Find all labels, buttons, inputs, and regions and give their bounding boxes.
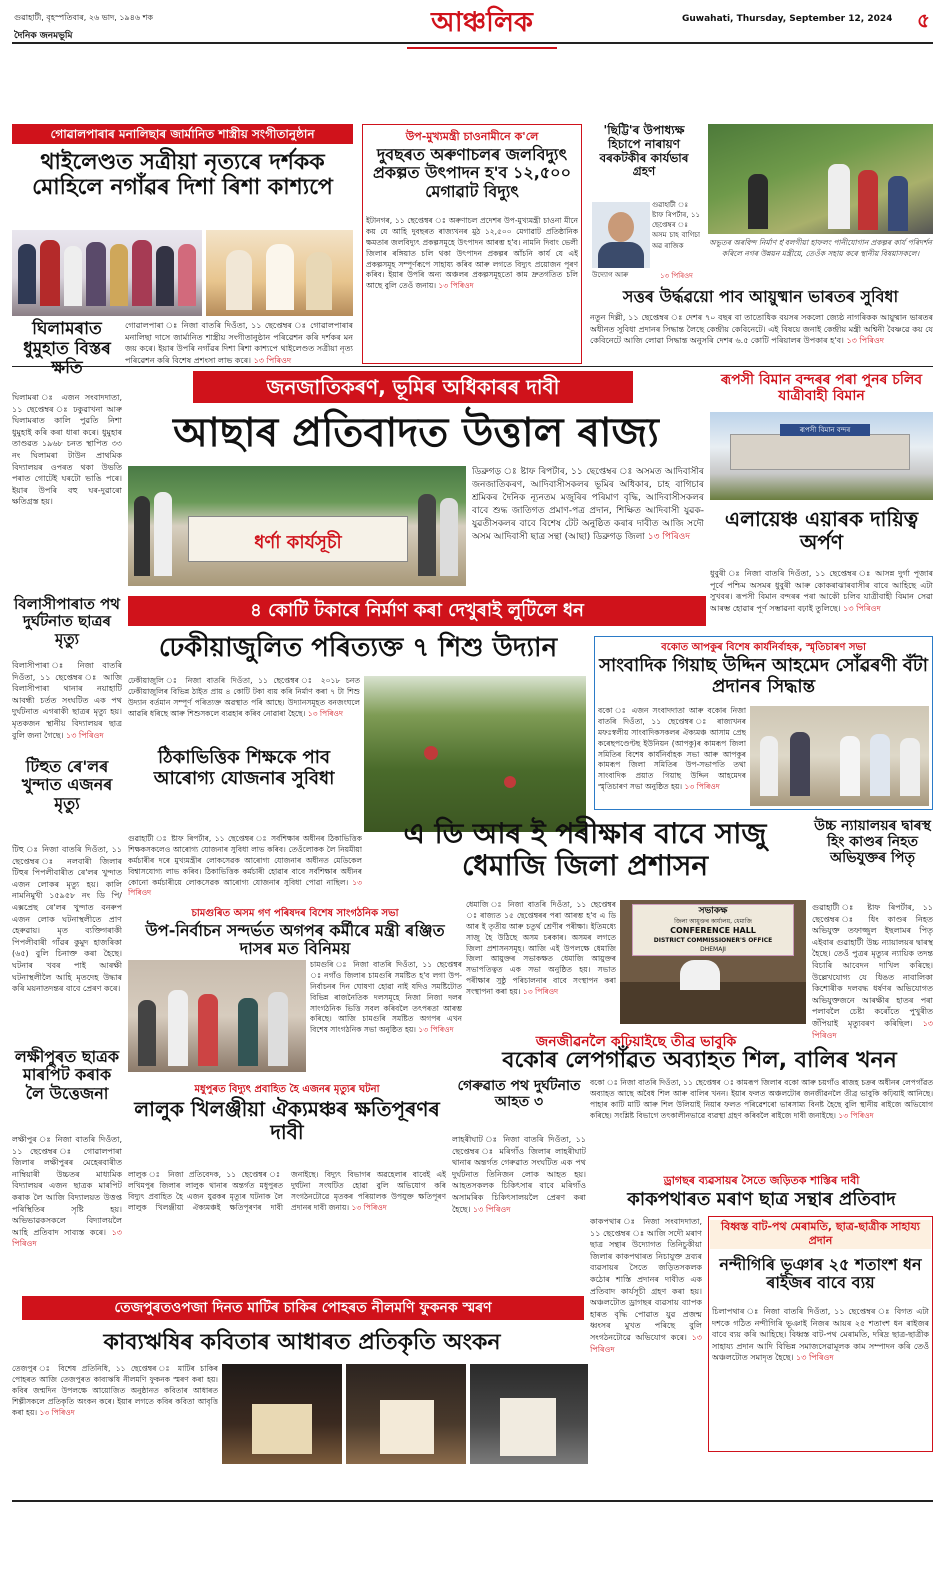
- story15-sign-line2: জিলা আয়ুক্তৰ কাৰ্যালয়, ধেমাজি: [674, 918, 752, 925]
- story24-kicker: তেজপুৰতওপজা দিনত মাটিৰ চাকিৰ পোহৰত নীলমণি ফুকনক স্মৰণ: [22, 1296, 584, 1320]
- story3-portrait: [592, 202, 650, 268]
- story1-photo-award: [12, 230, 202, 316]
- story22-kicker: ড্ৰাগছৰ ব্যৱসায়ৰ সৈতে জড়িতক শাস্তিৰ দাবী: [663, 1174, 860, 1187]
- story6-body: ঘিলামৰা ঃ এজন সংবাদদাতা, ১১ ছেপ্তেম্বৰ ঃ ঢকুৱাখনা আৰু ঘিলামৰাত কালি পুৱতি নিশা ধুমুহাই কৰি কৰা ধাৰা কৰে। ধুমুহাৰ তাণ্ডৱত ১৯৬৮ চনত স্থাপিত ৩৩ নং ঘিলামৰা টাউন প্ৰাথমিক বিদ্যালয়ৰ ওপৰত থকা উভতি পৰাত গোটেই ঘৰটো ভাঙি পৰে। ইয়াৰ উপৰি বহু ঘৰ-দুৱাৰো ক্ষতিগ্ৰস্ত হয়।: [12, 393, 122, 507]
- story24-headline: কাব্যঋষিৰ কবিতাৰ আধাৰত প্ৰতিকৃতি অংকন: [103, 1330, 501, 1355]
- story19-kicker: জনজীৱনলৈ কঢ়িয়াইছে তীব্ৰ ভাবুকি: [535, 1034, 737, 1050]
- story15-continued: ১৩ পিৰিওদ: [522, 987, 559, 996]
- story17-continued: ১৩ পিৰিওদ: [418, 1025, 454, 1035]
- story24-photo-2: [346, 1364, 466, 1464]
- story2-kicker: উপ-মুখ্যমন্ত্ৰী চাওনামীনে ক'লে: [405, 130, 539, 143]
- story21-headline: গেৰুৱাত পথ দুৰ্ঘটনাত আহত ৩: [457, 1078, 581, 1111]
- story12-headline: সাংবাদিক গিয়াছ উদ্দিন আহমেদ সোঁৱৰণী বঁটা প্ৰদানৰ সিদ্ধান্ত: [599, 655, 928, 697]
- masthead-date-assamese: গুৱাহাটী, বৃহস্পতিবাৰ, ২৬ ভাদ, ১৯৪৬ শক: [14, 13, 154, 22]
- story9-continued: ১৩ পিৰিওদ: [843, 603, 881, 613]
- story3-body: গুৱাহাটী ঃ ষ্টাফ ৰিপৰ্টাৰ, ১১ ছেপ্তেম্বৰ ঃ অসম চাহ বাগিচা অৱ ৰাজিক: [652, 201, 700, 250]
- story10-body: বিলাসীপাৰা ঃ নিজা বাতৰি দিওঁতা, ১১ ছেপ্তেম্বৰ ঃ আজি বিলাসীপাৰা থানাৰ নয়াহাটি আবন্ধী চৰ্তত সংঘটিত এক পথ দুৰ্ঘটনাত এগৰাকী ছাত্ৰৰ মৃত্যু হয়। মৃতকজন স্থানীয় বিদ্যালয়ৰ ছাত্ৰ বুলি জনা গৈছে। ১৩ পিৰিওদ: [12, 661, 122, 740]
- story7-photo: [128, 466, 466, 586]
- page-bottom-rule: [12, 1500, 933, 1502]
- story20-headline: লালুক খিলঞ্জীয়া ঐক্যমঞ্চৰ ক্ষতিপূৰণৰ দাবী: [134, 1097, 440, 1144]
- story15-sign-line4: DISTRICT COMMISSIONER'S OFFICE: [653, 937, 773, 944]
- story17-body: চামগুৰি ঃ নিজা বাতৰি দিওঁতা, ১১ ছেপ্তেম্বৰ ঃ নগাঁও জিলাৰ চামগুৰি সমষ্টিত হ'ব লগা উপ-নিৰ্বাচনৰ দিন ঘোষণা হোৱা নাই যদিও সমষ্টিটোত বিভিন্ন ৰাজনৈতিক দলসমূহে নিজা নিজা দলৰ সাংগঠনিক ভিত্তি সবল কৰিবলৈ তৎপৰতা আৰম্ভ কৰিছে। আজি চামগুৰি সমষ্টিত অগপৰ এখন বিশেষ সাংগঠনিক সভা অনুষ্ঠিত হয়। ১৩ পিৰিওদ: [310, 960, 462, 1035]
- story1-headline: থাইলেণ্ডত সত্ৰীয়া নৃত্যৰে দৰ্শকক মোহিলে নগাঁৱৰ দিশা ৰিশা কাশ্যপে: [32, 150, 333, 201]
- masthead-rule: [12, 42, 933, 44]
- story19-continued: ১৩ পিৰিওদ: [838, 1110, 874, 1120]
- story1-continued: ১৩ পিৰিওদ: [253, 355, 292, 364]
- masthead-paper-name: দৈনিক জনমভূমি: [14, 31, 73, 41]
- story4-photo: [708, 124, 933, 234]
- story6-headline: ঘিলামৰাত ধুমুহাত বিস্তৰ ক্ষতি: [23, 319, 111, 379]
- story10-continued: ১৩ পিৰিওদ: [66, 730, 104, 740]
- story15-sign-line3: CONFERENCE HALL: [670, 926, 756, 935]
- story8-airport-sign: ৰূপসী বিমান বন্দৰ: [780, 424, 870, 436]
- story19-body: বকো ঃ নিজা বাতৰি দিওঁতা, ১১ ছেপ্তেম্বৰ ঃ কামৰূপ জিলাৰ বকো আৰু চয়গাঁও ৰাজহ চক্ৰৰ অধীনৰ লেপগাঁৱত অব্যাহত আছে অবৈধ শিল আৰু বালিৰ খনন। ইয়াৰ ফলত অঞ্চলটোৰ জনজীৱনলৈ তীব্ৰ ভাবুকি কঢ়িয়াই আনিছে। পাহাৰ কাটি মাটি আৰু শিল উলিয়াই নিয়াৰ ফলত পৰিৱেশৰো ভাৰসাম্য বিনষ্ট হৈছে বুলি স্থানীয় ৰাইজে অভিযোগ কৰিছে। সংশ্লিষ্ট বিভাগে তৎকালীনভাৱে ব্যৱস্থা গ্ৰহণ কৰিবলৈ ৰাইজে দাবী জনাইছে। ১৩ পিৰিওদ: [590, 1078, 933, 1120]
- story20-body: লালুক ঃ নিজা প্ৰতিবেদক, ১১ ছেপ্তেম্বৰ ঃ লখিমপুৰ জিলাৰ লালুক থানাৰ অন্তৰ্গত মধুপুৰত বিদ্যুৎ প্ৰবাহিত হৈ এজন যুৱকৰ মৃত্যুৰ ঘটনাক লৈ লালুক খিলঞ্জীয়া ঐক্যমঞ্চই ক্ষতিপূৰণৰ দাবী জনাইছে। বিদ্যুৎ বিভাগৰ অৱহেলাৰ বাবেই এই দুৰ্ঘটনা সংঘটিত হোৱা বুলি অভিযোগ কৰি সংগঠনটোৱে মৃতকৰ পৰিয়ালক উপযুক্ত ক্ষতিপূৰণ প্ৰদানৰ দাবী জনায়। ১৩ পিৰিওদ: [128, 1170, 446, 1212]
- story22-body: কাকপথাৰ ঃ নিজা সংবাদদাতা, ১১ ছেপ্তেম্বৰ ঃ আজি সদৌ মৰাণ ছাত্ৰ সন্থাৰ উদ্যোগত তিনিচুকীয়া জিলাৰ কাকপথাৰত নিচাযুক্ত দ্ৰব্যৰ ব্যৱসায়ৰ সৈতে জড়িতসকলক কঠোৰ শাস্তি প্ৰদানৰ দাবীত এক প্ৰতিবাদ কাৰ্যসূচী গ্ৰহণ কৰা হয়। অঞ্চলটোত ড্ৰাগছৰ ব্যৱসায় ব্যাপক হাৰত বৃদ্ধি পোৱাত যুৱ প্ৰজন্ম ধ্বংসৰ মুখত পৰিছে বুলি সংগঠনটোৱে অভিযোগ কৰে। ১৩ পিৰিওদ: [590, 1217, 702, 1354]
- story16-body: গুৱাহাটী ঃ ষ্টাফ ৰিপৰ্টাৰ, ১১ ছেপ্তেম্বৰ ঃ ধিং কাণ্ডৰ নিহত অভিযুক্ত তফাজ্জুল ইছলামৰ পিতৃ এইবাৰ গুৱাহাটী উচ্চ ন্যায়ালয়ৰ দ্বাৰস্থ হৈছে। তেওঁ পুত্ৰৰ মৃত্যুৰ ন্যায়িক তদন্ত বিচাৰি আবেদন দাখিল কৰিছে। উল্লেখযোগ্য যে ধিঙত নাবালিকা কিশোৰীক দলবদ্ধ ধৰ্ষণৰ অভিযোগত অভিযুক্তজনে আৰক্ষীৰ হাতৰ পৰা পলাবলৈ চেষ্টা কৰোঁতে পুখুৰীত জঁপিয়াই মৃত্যুবৰণ কৰিছিল। ১৩ পিৰিওদ: [812, 903, 933, 1040]
- story23-body: চিলাপথাৰ ঃ নিজা বাতৰি দিওঁতা, ১১ ছেপ্তেম্বৰ ঃ বিগত এটা দশকে গঠিত নন্দীগিৰি ভূঞাই নিজৰ আয়ৰ ২৫ শতাংশ ধন ৰাইজৰ বাবে ব্যয় কৰি আহিছে। বিধ্বস্ত বাট-পথ মেৰামতি, দৰিদ্ৰ ছাত্ৰ-ছাত্ৰীক সাহায্য প্ৰদান আদি বিভিন্ন সমাজসেৱামূলক কাম সম্পাদন কৰি তেওঁ অঞ্চলটোত সমাদৃত হৈছে। ১৩ পিৰিওদ: [712, 1307, 929, 1363]
- story13-body: গুৱাহাটী ঃ ষ্টাফ ৰিপৰ্টাৰ, ১১ ছেপ্তেম্বৰ ঃ সৰ্বশিক্ষাৰ অধীনৰ ঠিকাভিত্তিক শিক্ষকসকলেও আৰোগ্য যোজনাৰ সুবিধা লাভ কৰিব। তেওঁলোকক লৈ নিয়মীয়া কৰ্মচাৰীৰ দৰে মুখ্যমন্ত্ৰীৰ লোকসেৱক আৰোগ্য যোজনাৰ অধীনত মেডিকেল বিশ্বাসযোগ্য লাভ কৰিব। ঠিকাভিত্তিক কৰ্মচাৰী হোৱাৰ বাবে সৰ্বশিক্ষাৰ অধীনৰ কোনো কৰ্মচাৰীয়ে লোকসেৱক আৰোগ্য যোজনাৰ সুবিধা পোৱা নাছিল। ১৩ পিৰিওদ: [128, 834, 362, 898]
- story20-continued: ১৩ পিৰিওদ: [351, 1202, 387, 1212]
- story21-body: লাহৰীঘাট ঃ নিজা বাতৰি দিওঁতা, ১১ ছেপ্তেম্বৰ ঃ মৰিগাঁও জিলাৰ লাহৰীঘাট থানাৰ অন্তৰ্গত গেৰুৱাত সংঘটিত এক পথ দুৰ্ঘটনাত তিনিজন লোক আহত হয়। আহতসকলক চিকিৎসাৰ বাবে মৰিগাঁও অসামৰিক চিকিৎসালয়লৈ প্ৰেৰণ কৰা হৈছে। ১৩ পিৰিওদ: [452, 1135, 586, 1214]
- story24-continued: ১৩ পিৰিওদ: [39, 1407, 75, 1417]
- story2-continued: ১৩ পিৰিওদ: [438, 281, 474, 291]
- story17-photo: [128, 960, 306, 1072]
- story3-caption: উদ্যোগ আৰু: [592, 271, 629, 279]
- section-title: আঞ্চলিক: [407, 2, 557, 49]
- story9-body: ধুবুৰী ঃ নিজা বাতৰি দিওঁতা, ১১ ছেপ্তেম্বৰ ঃ আসন্ন দুৰ্গা পূজাৰ পূৰ্বে পশ্চিম অসমৰ ধুবুৰী আৰু কোকৰাঝাৰবাসীৰ বাবে আহিছে এটা সুখবৰ। ৰূপসী বিমান বন্দৰৰ পৰা আকৌ চলিব যাত্ৰীবাহী বিমান সেৱা আৰম্ভ হোৱাৰ পূৰ্ণ সম্ভাৱনা বঢ়াই তুলিছে। ১৩ পিৰিওদ: [710, 569, 933, 613]
- story4-caption: অভুতৰ অৰবিন্দ নিৰ্মাণ হ'বলগীয়া হাফলং পানীযোগান প্ৰকল্পৰ কাৰ্য পৰিদৰ্শন কৰিলে নগৰ উন্নয়ন মন্ত্ৰীয়ে, তেওঁক সহায় কৰে স্থানীয় বিষয়াসকলে।: [709, 238, 932, 258]
- story7-kicker: জনজাতিকৰণ, ভূমিৰ অধিকাৰৰ দাবী: [193, 371, 633, 403]
- story23-headline: নন্দীগিৰি ভূঞাৰ ২৫ শতাংশ ধন ৰাইজৰ বাবে ব্যয়: [719, 1255, 922, 1293]
- story22-continued: ১৩ পিৰিওদ: [590, 1332, 702, 1354]
- story17-headline: উপ-নিৰ্বাচন সন্দৰ্ভত অগপৰ কৰ্মীৰে মন্ত্ৰী ৰঞ্জিত দাসৰ মত বিনিময়: [145, 921, 445, 959]
- story9-headline: এলায়েঞ্চ এয়াৰক দায়িত্ব অৰ্পণ: [724, 507, 919, 554]
- story15-headline: এ ডি আৰ ই পৰীক্ষাৰ বাবে সাজু ধেমাজি জিলা প্ৰশাসন: [403, 817, 767, 883]
- story10-headline: বিলাসীপাৰাত পথ দুৰ্ঘটনাত ছাত্ৰৰ মৃত্যু: [13, 595, 121, 648]
- story24-photo-3: [470, 1364, 588, 1464]
- story2-headline: দুবছৰত অৰুণাচলৰ জলবিদ্যুৎ প্ৰকল্পত উৎপাদন হ'ব ১২,৫০০ মেগাৱাট বিদ্যুৎ: [372, 145, 571, 201]
- story1-photo-dance: [206, 230, 353, 316]
- masthead-date-english: Guwahati, Thursday, September 12, 2024: [682, 14, 893, 24]
- story3-continued: ১৩ পিৰিওদ: [660, 272, 693, 280]
- story13-headline: ঠিকাভিত্তিক শিক্ষকে পাব আৰোগ্য যোজনাৰ সুবিধা: [153, 747, 335, 789]
- story8-headline: ৰূপসী বিমান বন্দৰৰ পৰা পুনৰ চলিব যাত্ৰীবাহী বিমান: [720, 372, 923, 405]
- story18-body: লক্ষীপুৰ ঃ নিজা বাতৰি দিওঁতা, ১১ ছেপ্তেম্বৰ ঃ গোৱালপাৰা জিলাৰ লক্ষীপুৰৰ মেহেৰবাৰীত নাম্বিয়াৰী উচ্চতৰ মাধ্যমিক বিদ্যালয়ৰ এজন ছাত্ৰক মাৰপিট কৰাক লৈ আজি বিদ্যালয়ত উত্তপ্ত পৰিস্থিতিৰ সৃষ্টি হয়। অভিভাৱকসকলে বিদ্যালয়লৈ আহি প্ৰতিবাদ সাব্যস্ত কৰে। ১৩ পিৰিওদ: [12, 1135, 122, 1249]
- story18-headline: লক্ষীপুৰত ছাত্ৰক মাৰপিট কৰাক লৈ উত্তেজনা: [14, 1047, 120, 1103]
- story12-photo-meeting: [750, 706, 929, 806]
- story7-headline: আছাৰ প্ৰতিবাদত উত্তাল ৰাজ্য: [173, 410, 659, 456]
- story15-photo-conference: [620, 900, 806, 1024]
- story2-body: ইটানগৰ, ১১ ছেপ্তেম্বৰ ঃ অৰুণাচল প্ৰদেশৰ উপ-মুখ্যমন্ত্ৰী চাওনা মীনে কয় যে আহি দুবছৰত ৰাজ্যখনৰ মুঠ ১২,৫০০ মেগাৱাট প্ৰতিষ্ঠানিক ক্ষমতাৰ জলবিদ্যুৎ প্ৰকল্পসমূহে উৎপাদন আৰম্ভ হ'ব। নামনি দিবাং ভেলী জিলাৰ ৰঙ্গিয়াত চলি থকা উৎপাদন প্ৰকল্পৰ আঁচনি কাৰ্য যে এই প্ৰকল্পসমূহ সম্পূৰ্ণৰূপে সাহায্য কৰিব আৰু লগতে বিদ্যুৎ প্ৰয়োজন পূৰণ কৰিব। ইয়াৰ উপৰি অন্য অঞ্চলৰ প্ৰকল্পসমূহতো কাম দ্ৰুতগতিত চলি আছে বুলি তেওঁ জনায়। ১৩ পিৰিওদ: [366, 216, 578, 291]
- story14-body: টিহু ঃ নিজা বাতৰি দিওঁতা, ১১ ছেপ্তেম্বৰ ঃ নলবাৰী জিলাৰ টিহুৰ পিপলীবাৰীত ৰে'লৰ খুন্দাত এজন লোকৰ মৃত্যু হয়। কালি নামনিমুখী ১৫৯৫৮ নং ডি পি/এক্সপ্ৰেছ ৰে'লৰ খুন্দাত বনৰুপ এজন লোক ঘটনাস্থলীতে প্ৰাণ হেৰুৱায়। মৃত ব্যক্তিগৰাকী পিপলীবাৰী গাঁৱৰ কুমুদ হাজৰিকা (৬৫) বুলি চিনাক্ত কৰা হৈছে। ঘটনাৰ খবৰ পাই আৰক্ষী ঘটনাস্থলীলৈ আহি মৃতদেহ উদ্ধাৰ কৰি ময়নাতদন্তৰ বাবে প্ৰেৰণ কৰে।: [12, 845, 122, 994]
- story15-sign-line5: DHEMAJI: [700, 946, 726, 953]
- masthead: [12, 4, 933, 42]
- story16-continued: ১৩ পিৰিওদ: [812, 1018, 933, 1040]
- story15-body: ধেমাজি ঃ নিজা বাতৰি দিওঁতা, ১১ ছেপ্তেম্বৰ ঃ ৰাজ্যত ১৫ ছেপ্তেম্বৰৰ পৰা আৰম্ভ হ'ব এ ডি আৰ ই তৃতীয় আৰু চতুৰ্থ শ্ৰেণীৰ পৰীক্ষা। ইতিমধ্যে সাজু হৈ উঠিছে অসম চৰকাৰ। অসমৰ লগতে জিলা প্ৰশাসনসমূহ। আজি এই উপলক্ষে ধেমাজি জিলা আয়ুক্তৰ সভাকক্ষত ধেমাজি আয়ুক্তৰ সভাপতিত্বত এক সভা অনুষ্ঠিত হয়। সভাত পৰীক্ষাৰ সুষ্ঠু পৰিচালনাৰ বাবে সংস্থাপন কৰা সংস্থাপনা কৰা হয়। ১৩ পিৰিওদ: [466, 900, 616, 996]
- story12-kicker: বকোত আপকুৰ বিশেষ কাৰ্যনিৰ্বাহক, স্মৃতিচাৰণ সভা: [661, 642, 866, 653]
- story24-photo-1: [222, 1364, 342, 1464]
- story5-body: নতুন দিল্লী, ১১ ছেপ্তেম্বৰ ঃ দেশৰ ৭০ বছৰ বা তাতোধিক বয়সৰ সকলো জ্যেষ্ঠ নাগৰিকক আয়ুষ্মান ভাৰতৰ অধীনত সুবিধা প্ৰদানৰ সিদ্ধান্ত লৈছে কেন্দ্ৰীয় কেবিনেটে। এই বিষয়ে জনাই কেন্দ্ৰীয় মন্ত্ৰী অশ্বিনী বৈষ্ণৱে কয় যে কেবিনেটে আজি লোৱা সিদ্ধান্ত অনুসৰি দেশৰ ৬.৫ কোটি পৰিয়ালৰ উপকাৰ হ'ব। ১৩ পিৰিওদ: [590, 313, 933, 346]
- story20-kicker: মধুপুৰত বিদ্যুৎ প্ৰবাহিত হৈ এজনৰ মৃত্যুৰ ঘটনা: [194, 1084, 380, 1095]
- story17-kicker: চামগুৰিত অসম গণ পৰিষদৰ বিশেষ সাংগঠনিক সভা: [191, 908, 399, 919]
- story7-body: ডিব্ৰুগড় ঃ ষ্টাফ ৰিপৰ্টাৰ, ১১ ছেপ্তেম্বৰ ঃ অসমত আদিবাসীৰ জনজাতিকৰণ, আদিবাসীসকলৰ ভূমিৰ অধিকাৰ, চাহ বাগিচাৰ শ্ৰমিকৰ দৈনিক ন্যূনতম মজুৰিৰ পৰিমাণ বৃদ্ধি, আদিবাসীসকলৰ বাবে শুদ্ধ জাতিগত প্ৰমাণ-পত্ৰ প্ৰদান, শিক্ষিত আদিবাসী যুৱক-যুৱতীসকলৰ বাবে বিশেষ টেট অনুষ্ঠিত কৰাৰ দাবীত আজি সদৌ অসম আদিবাসী ছাত্ৰ সন্থা (আছা) ডিব্ৰুগড় জিলা ১৩ পিৰিওদ: [472, 467, 704, 543]
- story5-headline: সত্তৰ উৰ্দ্ধৱয়ো পাব আয়ুষ্মান ভাৰতৰ সুবিধা: [622, 287, 899, 306]
- story11-headline: ঢেকীয়াজুলিত পৰিত্যক্ত ৭ শিশু উদ্যান: [158, 633, 558, 663]
- page-number: ৫: [917, 8, 930, 32]
- story16-headline: উচ্চ ন্যায়ালয়ৰ দ্বাৰস্থ হিং কাণ্ডৰ নিহত অভিযুক্তৰ পিতৃ: [814, 818, 931, 867]
- story1-body: গোৱালপাৰা ঃ নিজা বাতৰি দিওঁতা, ১১ ছেপ্তেম্বৰ ঃ গোৱালপাৰাৰ মনালিছা দাসে জাৰ্মানিত শাস্ত্ৰীয় সংগীতানুষ্ঠান পৰিৱেশন কৰি দৰ্শকৰ মন জয় কৰে। ইয়াৰ উপৰি নগাঁৱৰ দিশা ৰিশা কাশ্যপে থাইলেণ্ডত সত্ৰীয়া নৃত্য পৰিৱেশন কৰি বিশেষ প্ৰশংসা লাভ কৰে। ১৩ পিৰিওদ: [125, 321, 353, 364]
- story23-continued: ১৩ পিৰিওদ: [796, 1353, 834, 1363]
- story12-body: বকো ঃ এজন সংবাদদাতা আৰু বকোৰ নিজা বাতৰি দিওঁতা, ১১ ছেপ্তেম্বৰ ঃ ৰাজ্যখনৰ মফঃস্বলীয় সাংবাদিকসকলৰ ঐক্যমঞ্চ আসাম প্ৰেছ কৰেছপণ্ডেণ্টছ ইউনিয়ন (আপকু)ৰ কামৰূপ জিলা সমিতিৰ বিশেষ কাৰ্যনিৰ্বাহক সভা আৰু আপকুৰ কামৰূপ জিলা সমিতিৰ উপ-সভাপতি তথা সাংবাদিক প্ৰয়াত গিয়াছ উদ্দিন আহমেদৰ স্মৃতিচাৰণ সভা অনুষ্ঠিত হয়। ১৩ পিৰিওদ: [598, 706, 746, 792]
- story11-body: ঢেকীয়াজুলি ঃ নিজা বাতৰি দিওঁতা, ১১ ছেপ্তেম্বৰ ঃ ২০১৮ চনত ঢেকীয়াজুলিৰ বিভিন্ন ঠাইত প্ৰায় ৪ কোটি টকা ব্যয় কৰি নিৰ্মাণ কৰা ৭ টা শিশু উদ্যান বৰ্তমান সম্পূৰ্ণ পৰিত্যক্ত অৱস্থাত পৰি আছে। উদ্যানসমূহত বনজংঘলে আৱৰি ধৰিছে আৰু শিশুসকলে ব্যৱহাৰ কৰিব নোৱাৰা হৈছে। ১৩ পিৰিওদ: [128, 676, 360, 718]
- story14-headline: টিহুত ৰে'লৰ খুন্দাত এজনৰ মৃত্যু: [21, 757, 113, 813]
- story12-continued: ১৩ পিৰিওদ: [684, 782, 720, 792]
- story8-photo-airport: [710, 412, 933, 500]
- story5-continued: ১৩ পিৰিওদ: [846, 336, 884, 346]
- story21-continued: ১৩ পিৰিওদ: [472, 1204, 511, 1214]
- story7-continued: ১৩ পিৰিওদ: [647, 532, 691, 543]
- story19-headline: বকোৰ লেপগাঁৱত অব্যাহত শিল, বালিৰ খনন: [502, 1048, 897, 1073]
- story23-kicker: বিধ্বস্ত বাট-পথ মেৰামতি, ছাত্ৰ-ছাত্ৰীক সাহায্য প্ৰদান: [710, 1220, 931, 1249]
- story7-banner-text: ধৰ্ণা কাৰ্যসূচী: [254, 532, 342, 553]
- story11-photo-park: [364, 676, 586, 832]
- story3-headline: 'ছিট্টি'ৰ উপাধ্যক্ষ হিচাপে নাৰায়ণ বৰকটকীৰ কাৰ্যভাৰ গ্ৰহণ: [599, 123, 689, 179]
- story1-kicker: গোৱালপাৰাৰ মনালিছাৰ জাৰ্মানিত শাস্ত্ৰীয় সংগীতানুষ্ঠান: [12, 124, 353, 144]
- story15-sign-line1: সভাকক্ষ: [698, 906, 728, 916]
- story18-continued: ১৩ পিৰিওদ: [12, 1227, 122, 1249]
- story11-kicker: ৪ কোটি টকাৰে নিৰ্মাণ কৰা দেখুৰাই লুটিলে ধন: [128, 596, 706, 626]
- story11-continued: ১৩ পিৰিওদ: [307, 708, 343, 718]
- story24-body: তেজপুৰ ঃ বিশেষ প্ৰতিনিধি, ১১ ছেপ্তেম্বৰ ঃ মাটিৰ চাকিৰ পোহৰত আজি তেজপুৰত কাব্যঋষি নীলমণি ফুকনক স্মৰণ কৰা হয়। কবিৰ জন্মদিন উপলক্ষে আয়োজিত অনুষ্ঠানত কবিতাৰ আধাৰত শিল্পীসকলে প্ৰতিকৃতি অংকন কৰে। ইয়াৰ লগতে কবিৰ কবিতা আবৃত্তি কৰা হয়। ১৩ পিৰিওদ: [12, 1364, 218, 1417]
- story22-headline: কাকপথাৰত মৰাণ ছাত্ৰ সন্থাৰ প্ৰতিবাদ: [627, 1189, 896, 1210]
- story13-continued: ১৩ পিৰিওদ: [128, 877, 362, 898]
